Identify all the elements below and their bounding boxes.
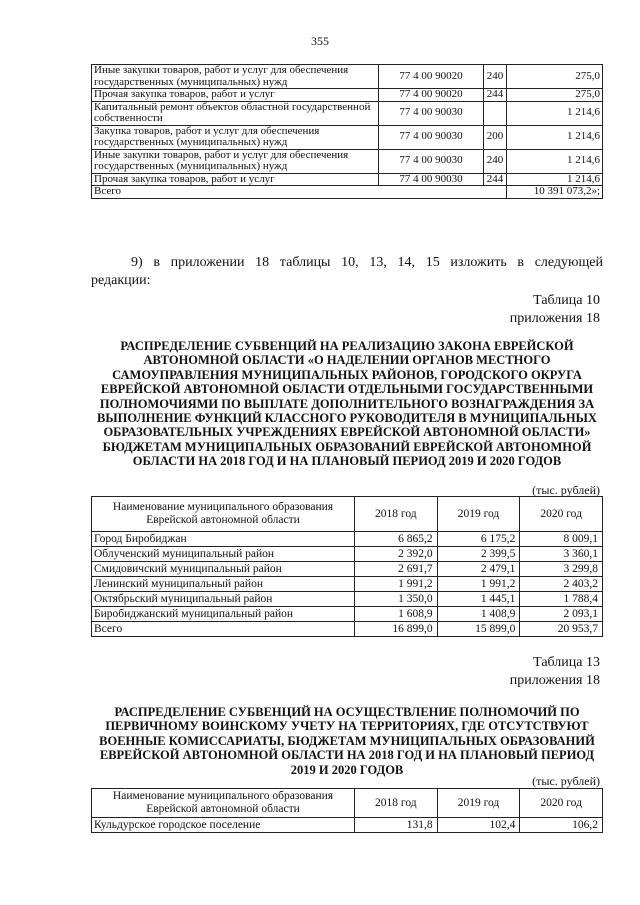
amount-cell: 6 175,2 — [437, 532, 520, 547]
table13-header-2020: 2020 год — [520, 789, 603, 818]
table10-header-2019: 2019 год — [437, 497, 520, 532]
budget-row-name: Капитальный ремонт объектов областной государственной собственности — [92, 101, 379, 125]
table13-heading: РАСПРЕДЕЛЕНИЕ СУБВЕНЦИЙ НА ОСУЩЕСТВЛЕНИЕ ПОЛНОМОЧИЙ ПО ПЕРВИЧНОМУ ВОИНСКОМУ УЧЕТУ НА ТЕРРИТОРИЯХ, ГДЕ ОТСУТСТВУЮТ ВОЕННЫЕ КОМИССАРИАТЫ, БЮДЖЕТАМ МУНИЦИПАЛЬНЫХ ОБРАЗОВАНИЙ ЕВРЕЙСКОЙ АВТОНОМНОЙ ОБЛАСТИ НА 2018 ГОД И НА ПЛАНОВЫЙ ПЕРИОД 2019 И 2020 ГОДОВ — [99, 705, 595, 777]
budget-row-amount: 1 214,6 — [507, 173, 603, 186]
amount-cell: 1 608,9 — [355, 607, 438, 622]
amount-cell: 102,4 — [437, 818, 520, 833]
amount-cell: 2 392,0 — [355, 547, 438, 562]
table10-header-row — [92, 497, 603, 532]
budget-row-expense-type: 240 — [484, 65, 507, 89]
table10-caption-number: Таблица 10 — [533, 293, 600, 308]
budget-row-amount: 1 214,6 — [507, 149, 603, 173]
amount-cell: 106,2 — [520, 818, 603, 833]
table-row — [92, 577, 603, 592]
amount-cell: 131,8 — [355, 818, 438, 833]
amount-cell: 1 991,2 — [355, 577, 438, 592]
municipality-name: Смидовичский муниципальный район — [92, 562, 355, 577]
budget-row-expense-type — [484, 101, 507, 125]
amount-cell: 2 403,2 — [520, 577, 603, 592]
table13-header-row — [92, 789, 603, 818]
budget-row-name: Закупка товаров, работ и услуг для обеспечения государственных (муниципальных) нужд — [92, 125, 379, 149]
budget-row-code: 77 4 00 90030 — [379, 101, 484, 125]
amount-cell: 8 009,1 — [520, 532, 603, 547]
table13-unit: (тыс. рублей) — [532, 774, 600, 788]
table13-caption-number: Таблица 13 — [533, 655, 600, 670]
amount-cell: 2 479,1 — [437, 562, 520, 577]
table10-header-name: Наименование муниципального образования Еврейской автономной области — [92, 497, 355, 532]
municipality-name: Биробиджанский муниципальный район — [92, 607, 355, 622]
table13 — [91, 788, 603, 833]
amount-cell: 1 991,2 — [437, 577, 520, 592]
budget-row-name: Прочая закупка товаров, работ и услуг — [92, 173, 379, 186]
table-row — [92, 622, 603, 637]
table10-unit: (тыс. рублей) — [532, 483, 600, 497]
amendment-paragraph — [91, 254, 603, 290]
amount-cell: 1 408,9 — [437, 607, 520, 622]
budget-row-expense-type: 200 — [484, 125, 507, 149]
amount-cell: 3 299,8 — [520, 562, 603, 577]
budget-row-amount: 1 214,6 — [507, 101, 603, 125]
budget-row-amount: 275,0 — [507, 65, 603, 89]
amount-cell: 1 350,0 — [355, 592, 438, 607]
budget-row-code: 77 4 00 90030 — [379, 125, 484, 149]
table10-header-2020: 2020 год — [520, 497, 603, 532]
budget-row-name: Иные закупки товаров, работ и услуг для обеспечения государственных (муниципальных) нужд — [92, 149, 379, 173]
amount-cell: 1 445,1 — [437, 592, 520, 607]
municipality-name: Всего — [92, 622, 355, 637]
budget-row-name: Прочая закупка товаров, работ и услуг — [92, 89, 379, 102]
amount-cell: 16 899,0 — [355, 622, 438, 637]
table-row — [92, 547, 603, 562]
budget-total-row — [92, 186, 603, 199]
budget-row — [92, 89, 603, 102]
paragraph-line-2: редакции: — [91, 273, 151, 288]
amount-cell: 20 953,7 — [520, 622, 603, 637]
amount-cell: 1 788,4 — [520, 592, 603, 607]
table-row — [92, 562, 603, 577]
table-row — [92, 607, 603, 622]
budget-row-code: 77 4 00 90020 — [379, 89, 484, 102]
amount-cell: 3 360,1 — [520, 547, 603, 562]
amount-cell: 2 093,1 — [520, 607, 603, 622]
municipality-name: Город Биробиджан — [92, 532, 355, 547]
municipality-name: Ленинский муниципальный район — [92, 577, 355, 592]
budget-row-expense-type: 240 — [484, 149, 507, 173]
table13-caption — [400, 654, 600, 690]
table13-header-2019: 2019 год — [437, 789, 520, 818]
budget-total-amount: 10 391 073,2»; — [507, 186, 603, 199]
budget-total-label: Всего — [92, 186, 507, 199]
table-row — [92, 532, 603, 547]
table10-caption-appendix: приложения 18 — [509, 311, 600, 326]
budget-row-amount: 1 214,6 — [507, 125, 603, 149]
table13-header-2018: 2018 год — [355, 789, 438, 818]
amount-cell: 15 899,0 — [437, 622, 520, 637]
budget-row-code: 77 4 00 90030 — [379, 149, 484, 173]
table13-caption-appendix: приложения 18 — [509, 673, 600, 688]
budget-row-expense-type: 244 — [484, 173, 507, 186]
paragraph-line-1: 9) в приложении 18 таблицы 10, 13, 14, 15 изложить в следующей — [131, 255, 603, 270]
table10-heading: РАСПРЕДЕЛЕНИЕ СУБВЕНЦИЙ НА РЕАЛИЗАЦИЮ ЗАКОНА ЕВРЕЙСКОЙ АВТОНОМНОЙ ОБЛАСТИ «О НАДЕЛЕНИИ ОРГАНОВ МЕСТНОГО САМОУПРАВЛЕНИЯ МУНИЦИПАЛЬНЫХ РАЙОНОВ, ГОРОДСКОГО ОКРУГА ЕВРЕЙСКОЙ АВТОНОМНОЙ ОБЛАСТИ ОТДЕЛЬНЫМИ ГОСУДАРСТВЕННЫМИ ПОЛНОМОЧИЯМИ ПО ВЫПЛАТЕ ДОПОЛНИТЕЛЬНОГО ВОЗНАГРАЖДЕНИЯ ЗА ВЫПОЛНЕНИЕ ФУНКЦИЙ КЛАССНОГО РУКОВОДИТЕЛЯ В МУНИЦИПАЛЬНЫХ ОБРАЗОВАТЕЛЬНЫХ УЧРЕЖДЕНИЯХ ЕВРЕЙСКОЙ АВТОНОМНОЙ ОБЛАСТИ» БЮДЖЕТАМ МУНИЦИПАЛЬНЫХ ОБРАЗОВАНИЙ ЕВРЕЙСКОЙ АВТОНОМНОЙ ОБЛАСТИ НА 2018 ГОД И НА ПЛАНОВЫЙ ПЕРИОД 2019 И 2020 ГОДОВ — [97, 339, 597, 469]
budget-row-expense-type: 244 — [484, 89, 507, 102]
municipality-name: Октябрьский муниципальный район — [92, 592, 355, 607]
budget-row-code: 77 4 00 90030 — [379, 173, 484, 186]
budget-row — [92, 65, 603, 89]
table10-caption — [400, 292, 600, 328]
municipality-name: Облученский муниципальный район — [92, 547, 355, 562]
table13-header-name: Наименование муниципального образования Еврейской автономной области — [92, 789, 355, 818]
budget-row — [92, 101, 603, 125]
budget-row-amount: 275,0 — [507, 89, 603, 102]
amount-cell: 6 865,2 — [355, 532, 438, 547]
budget-row-code: 77 4 00 90020 — [379, 65, 484, 89]
budget-table-continuation — [91, 64, 603, 199]
budget-row — [92, 173, 603, 186]
page-number: 355 — [311, 34, 329, 48]
table-row — [92, 818, 603, 833]
budget-row — [92, 149, 603, 173]
municipality-name: Кульдурское городское поселение — [92, 818, 355, 833]
amount-cell: 2 691,7 — [355, 562, 438, 577]
amount-cell: 2 399,5 — [437, 547, 520, 562]
budget-row-name: Иные закупки товаров, работ и услуг для обеспечения государственных (муниципальных) нужд — [92, 65, 379, 89]
table10 — [91, 496, 603, 637]
table10-header-2018: 2018 год — [355, 497, 438, 532]
table-row — [92, 592, 603, 607]
budget-row — [92, 125, 603, 149]
